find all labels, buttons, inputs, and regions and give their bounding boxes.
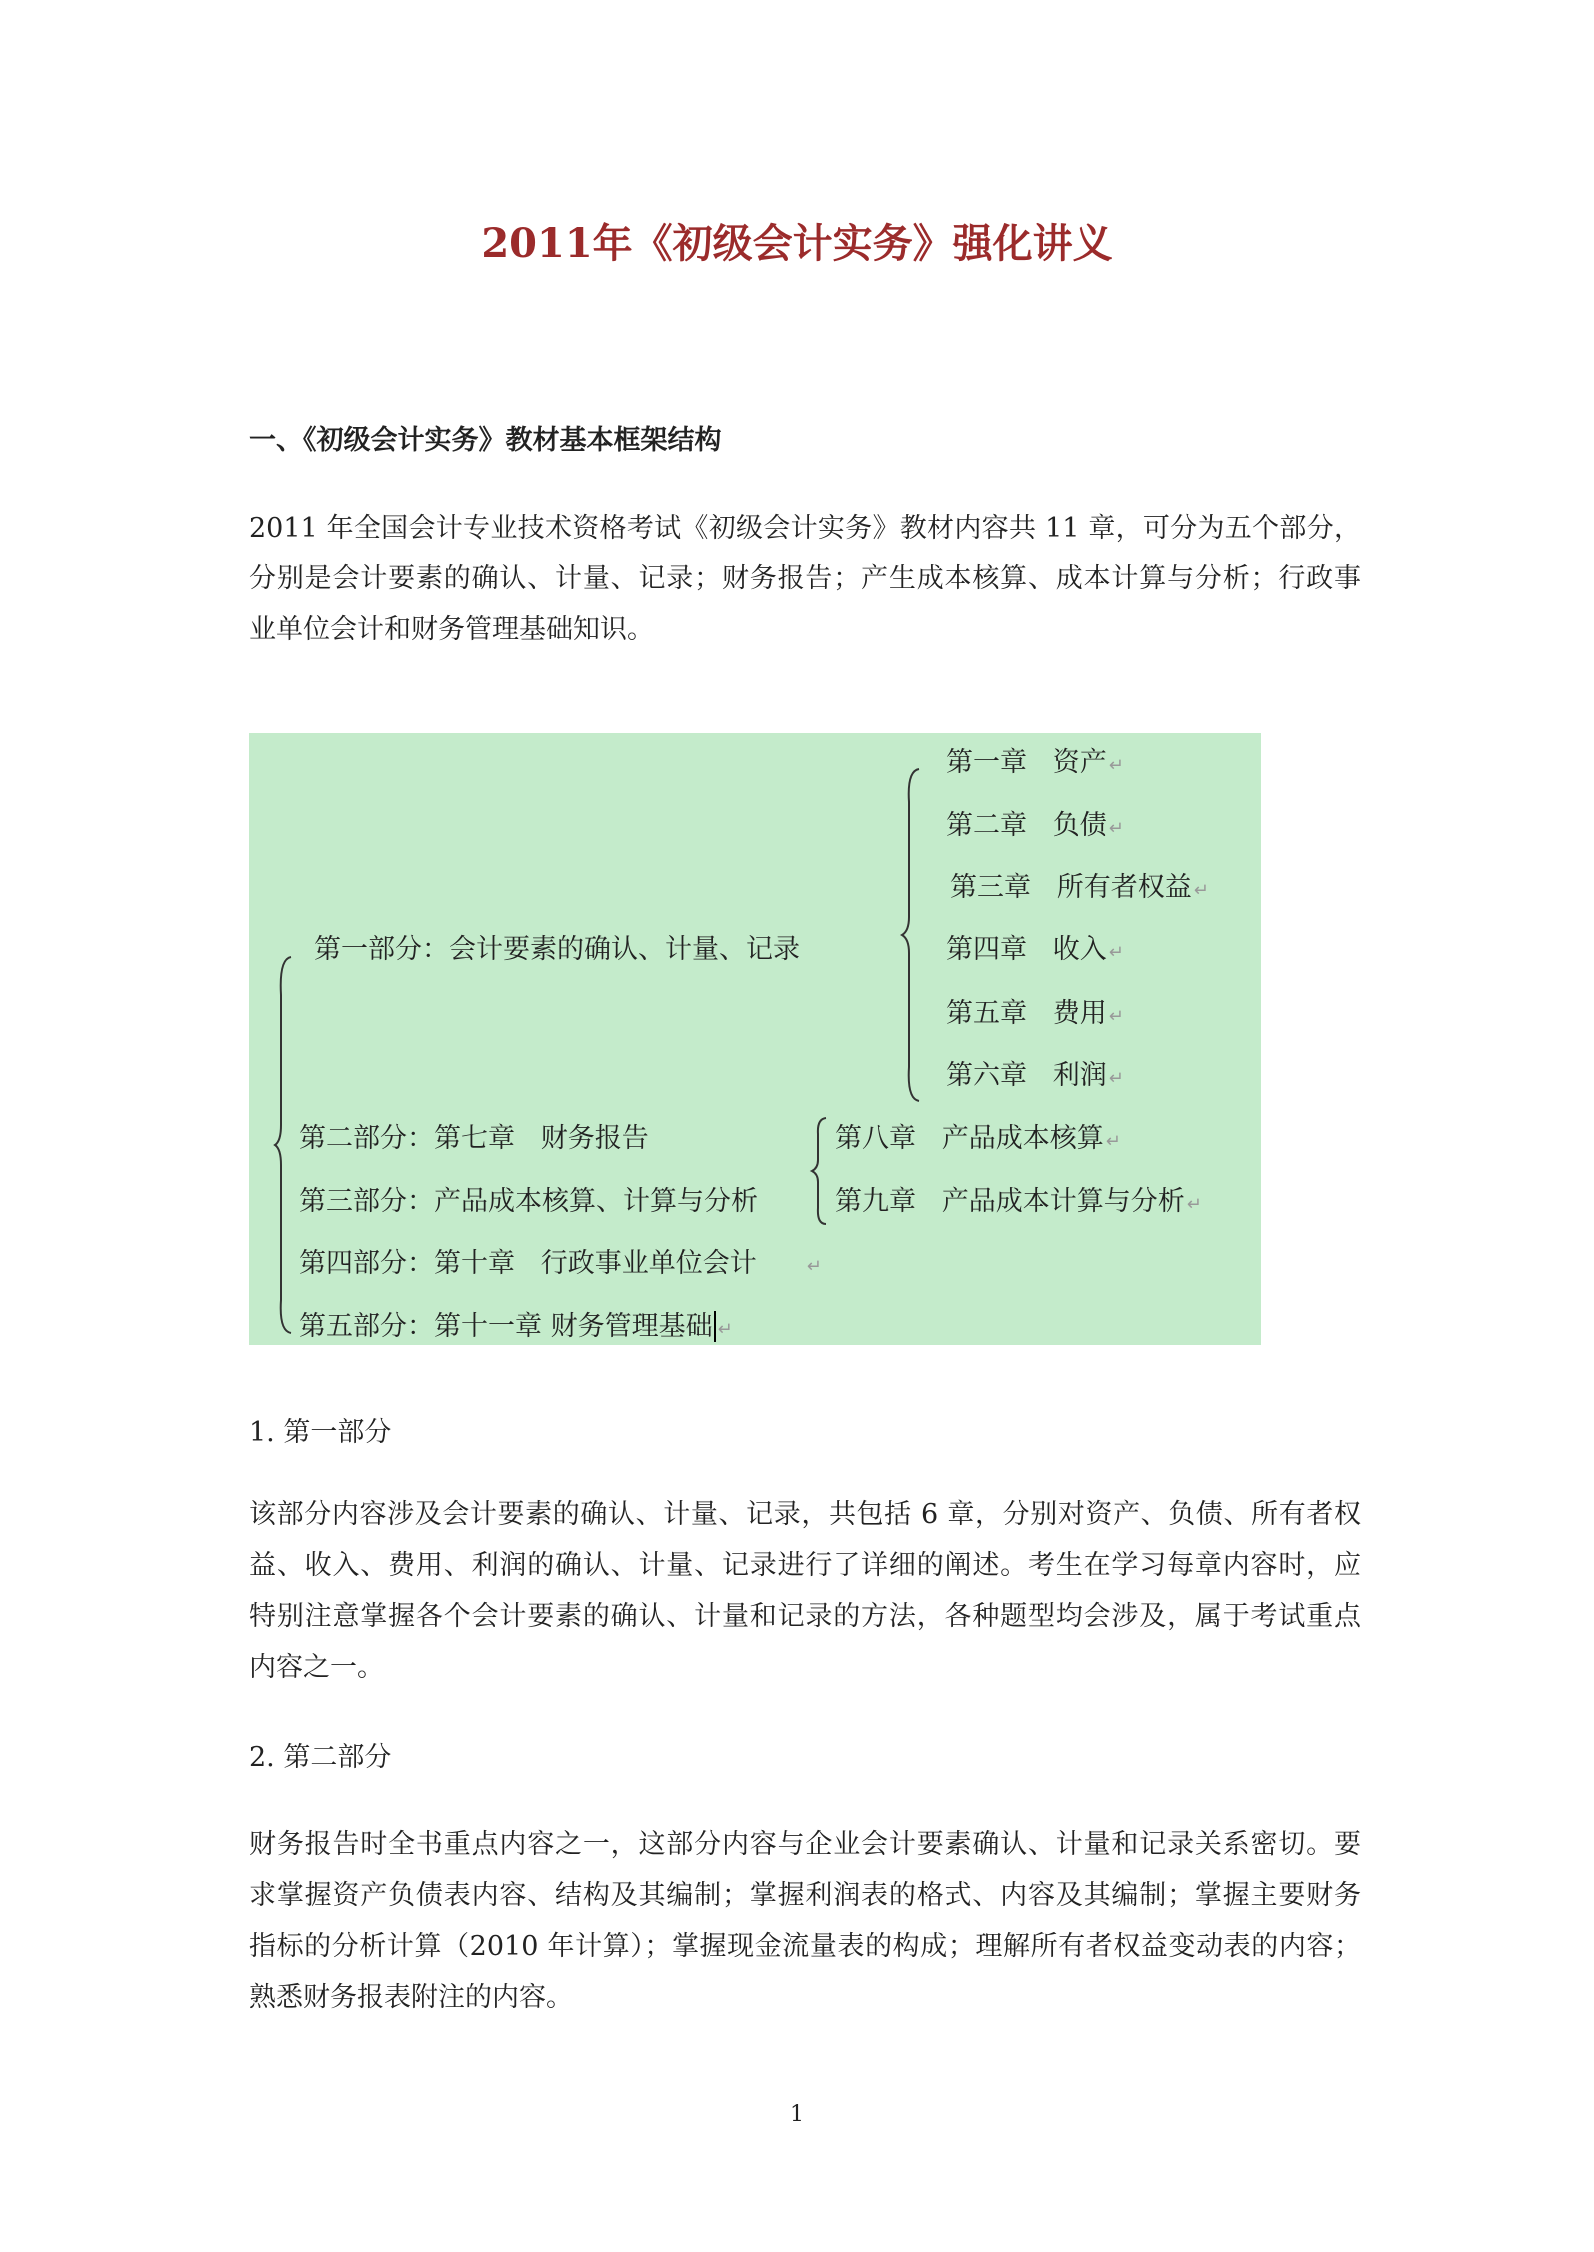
chapter-number: 第六章 bbox=[946, 1060, 1027, 1091]
part-chapter: 第七章 bbox=[434, 1123, 515, 1154]
chapter-name: 收入 bbox=[1052, 934, 1107, 965]
part3-brace bbox=[812, 1116, 828, 1226]
return-mark-icon: ↵ bbox=[1108, 755, 1124, 776]
chapter-item bbox=[946, 991, 1124, 1030]
paragraph-line: 熟悉财务报表附注的内容。 bbox=[249, 1982, 573, 2013]
return-mark-icon: ↵ bbox=[1108, 942, 1124, 963]
chapter-number: 第八章 bbox=[835, 1123, 916, 1154]
part-label: 第一部分：会计要素的确认、计量、记录 bbox=[314, 934, 800, 965]
paragraph-line: 该部分内容涉及会计要素的确认、计量、记录，共包括 6 章，分别对资产、负债、所有者权 bbox=[249, 1499, 1361, 1530]
return-mark-icon: ↵ bbox=[1186, 1194, 1202, 1215]
chapter-number: 第四章 bbox=[946, 934, 1027, 965]
chapter-name: 资产 bbox=[1052, 747, 1107, 778]
chapter-number: 第二章 bbox=[946, 810, 1027, 841]
framework-diagram bbox=[249, 733, 1261, 1345]
part-topic: 行政事业单位会计 bbox=[540, 1248, 757, 1279]
chapter-name: 负债 bbox=[1052, 810, 1107, 841]
part-label: 第四部分： bbox=[299, 1248, 434, 1279]
chapter-number: 第五章 bbox=[946, 998, 1027, 1029]
part-topic: 财务管理基础 bbox=[550, 1311, 713, 1342]
part-5 bbox=[299, 1304, 733, 1343]
paragraph-line: 指标的分析计算（2010 年计算）；掌握现金流量表的构成；理解所有者权益变动表的内容； bbox=[249, 1931, 1361, 1962]
paragraph-line: 特别注意掌握各个会计要素的确认、计量和记录的方法，各种题型均会涉及，属于考试重点 bbox=[249, 1601, 1361, 1632]
chapter-name: 产品成本核算 bbox=[941, 1123, 1104, 1154]
return-mark-icon: ↵ bbox=[806, 1256, 822, 1277]
paragraph-line: 分别是会计要素的确认、计量、记录；财务报告；产生成本核算、成本计算与分析；行政事 bbox=[249, 563, 1361, 594]
subsection-heading: 1. 第一部分 bbox=[249, 1417, 392, 1448]
part-4 bbox=[299, 1241, 822, 1280]
part-topic: 财务报告 bbox=[540, 1123, 649, 1154]
part-1 bbox=[314, 927, 800, 966]
paragraph-line: 2011 年全国会计专业技术资格考试《初级会计实务》教材内容共 11 章，可分为五个部分， bbox=[249, 513, 1361, 544]
return-mark-icon: ↵ bbox=[1108, 1068, 1124, 1089]
chapter-number: 第一章 bbox=[946, 747, 1027, 778]
return-mark-icon: ↵ bbox=[1105, 1131, 1121, 1152]
page-number: 1 bbox=[790, 2102, 804, 2127]
chapter-number: 第三章 bbox=[950, 872, 1031, 903]
document-title: 2011年《初级会计实务》强化讲义 bbox=[481, 220, 1113, 267]
chapter-name: 产品成本计算与分析 bbox=[941, 1186, 1185, 1217]
part-brace bbox=[275, 955, 295, 1335]
chapter-item bbox=[946, 927, 1124, 966]
chapter-item bbox=[835, 1116, 1121, 1155]
return-mark-icon: ↵ bbox=[1108, 818, 1124, 839]
paragraph-line: 财务报告时全书重点内容之一，这部分内容与企业会计要素确认、计量和记录关系密切。要 bbox=[249, 1829, 1361, 1860]
chapter-item bbox=[946, 803, 1124, 842]
paragraph-line: 内容之一。 bbox=[249, 1652, 384, 1683]
chapter-name: 利润 bbox=[1052, 1060, 1107, 1091]
chapter-number: 第九章 bbox=[835, 1186, 916, 1217]
paragraph-line: 益、收入、费用、利润的确认、计量、记录进行了详细的阐述。考生在学习每章内容时，应 bbox=[249, 1550, 1361, 1581]
return-mark-icon: ↵ bbox=[1108, 1006, 1124, 1027]
chapter-item bbox=[946, 1053, 1124, 1092]
chapter-item bbox=[950, 865, 1209, 904]
chapter-name: 费用 bbox=[1052, 998, 1107, 1029]
part-2 bbox=[299, 1116, 649, 1155]
part-label: 第五部分： bbox=[299, 1311, 434, 1342]
chapter-brace bbox=[901, 767, 921, 1103]
subsection-heading: 2. 第二部分 bbox=[249, 1742, 392, 1773]
paragraph-line: 业单位会计和财务管理基础知识。 bbox=[249, 614, 654, 645]
part-chapter: 第十一章 bbox=[434, 1311, 542, 1342]
part-3 bbox=[299, 1179, 758, 1218]
return-mark-icon: ↵ bbox=[1193, 880, 1209, 901]
chapter-item bbox=[835, 1179, 1202, 1218]
part-label: 第二部分： bbox=[299, 1123, 434, 1154]
section-heading: 一、《初级会计实务》教材基本框架结构 bbox=[249, 425, 722, 456]
chapter-item bbox=[946, 740, 1124, 779]
chapter-name: 所有者权益 bbox=[1056, 872, 1192, 903]
text-cursor bbox=[714, 1311, 716, 1342]
return-mark-icon: ↵ bbox=[717, 1319, 733, 1340]
part-label: 第三部分： bbox=[299, 1186, 434, 1217]
part-chapter: 第十章 bbox=[434, 1248, 515, 1279]
paragraph-line: 求掌握资产负债表内容、结构及其编制；掌握利润表的格式、内容及其编制；掌握主要财务 bbox=[249, 1880, 1361, 1911]
part-topic: 产品成本核算、计算与分析 bbox=[434, 1186, 758, 1217]
